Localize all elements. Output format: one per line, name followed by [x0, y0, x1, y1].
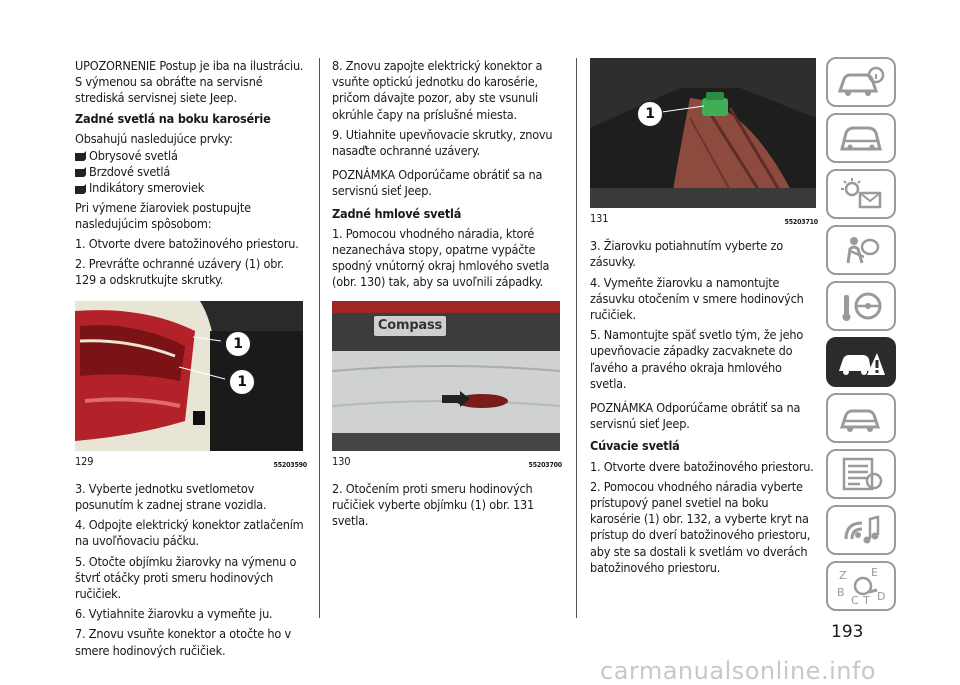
- warning-note: UPOZORNENIE Postup je iba na ilustráciu. S výmenou sa obráťte na servisné strediská servisnej siete Jeep.: [75, 58, 304, 106]
- step: 4. Vymeňte žiarovku a namontujte zásuvku otočením v smere hodinových ručičiek.: [590, 274, 804, 323]
- tab-car-front[interactable]: [826, 113, 896, 163]
- airbag-safety-icon: [836, 233, 886, 267]
- section-heading-reverse-lights: Cúvacie svetlá: [590, 438, 680, 454]
- tab-lights-messages[interactable]: [826, 169, 896, 219]
- step: 6. Vytiahnite žiarovku a vymeňte ju.: [75, 606, 273, 622]
- tab-in-emergency[interactable]: [826, 337, 896, 387]
- list-item: Brzdové svetlá: [75, 164, 307, 180]
- column-divider: [576, 58, 577, 618]
- step: 2. Prevráťte ochranné uzávery (1) obr. 129 a odskrutkujte skrutky.: [75, 256, 284, 288]
- chapter-tabs: [826, 57, 898, 617]
- contains-intro: Obsahujú nasledujúce prvky:: [75, 130, 233, 146]
- bullet-box-icon: [75, 151, 86, 161]
- figure-130-photo: [332, 301, 560, 451]
- alphabetical-index-icon: [833, 566, 889, 606]
- car-front-icon: [836, 121, 886, 155]
- step: 4. Odpojte elektrický konektor zatlačením na uvoľňovaciu páčku.: [75, 517, 304, 549]
- step: 5. Otočte objímku žiarovky na výmenu o štvrť otáčky proti smeru hodinových ručičiek.: [75, 553, 297, 602]
- tab-technical-specifications[interactable]: [826, 449, 896, 499]
- tab-car-info[interactable]: [826, 57, 896, 107]
- column-divider: [319, 58, 320, 618]
- car-service-icon: [836, 401, 886, 435]
- figure-131-photo: [590, 58, 816, 208]
- figure-number: 130: [332, 454, 351, 468]
- figure-code: 55203590: [273, 460, 307, 469]
- figure-code: 55203700: [528, 460, 562, 469]
- tail-light-illustration: [75, 301, 303, 451]
- car-info-icon: [836, 65, 886, 99]
- index-letter: D: [877, 590, 886, 603]
- callout-1: 1: [637, 101, 663, 127]
- step: 1. Pomocou vhodného náradia, ktoré nezanecháva stopy, opatrne vypáčte spodný vnútorný okraj hmlového svetla (obr. 130) tak, aby sa uvoľnili západky.: [332, 225, 550, 290]
- breakdown-warning-icon: [835, 345, 887, 379]
- figure-129-photo: [75, 301, 303, 451]
- procedure-intro: Pri výmene žiaroviek postupujte nasledujúcim spôsobom:: [75, 199, 251, 231]
- section-heading-rear-lights: Zadné svetlá na boku karosérie: [75, 110, 271, 126]
- figure-number: 129: [75, 454, 94, 468]
- figure-caption: [75, 454, 307, 473]
- step: 2. Otočením proti smeru hodinových ručičiek vyberte objímku (1) obr. 131 svetla.: [332, 480, 535, 529]
- note: POZNÁMKA Odporúčame obrátiť sa na servisnú sieť Jeep.: [332, 167, 543, 199]
- step: 5. Namontujte späť svetlo tým, že jeho upevňovacie západky zacvaknete do ľavého a pravého okraja hmlového svetla.: [590, 327, 804, 391]
- lights-message-icon: [836, 177, 886, 211]
- step: 3. Vyberte jednotku svetlometov posunutím k zadnej strane vozidla.: [75, 480, 267, 513]
- multimedia-icon: [836, 513, 886, 547]
- watermark: carmanualsonline.info: [600, 657, 877, 685]
- step: 9. Utiahnite upevňovacie skrutky, znovu nasaďte ochranné uzávery.: [332, 126, 553, 159]
- tab-multimedia[interactable]: [826, 505, 896, 555]
- compass-badge-text: Compass: [377, 317, 443, 333]
- bullet-box-icon: [75, 184, 86, 194]
- note: POZNÁMKA Odporúčame obrátiť sa na servisnú sieť Jeep.: [590, 400, 801, 432]
- list-item: Indikátory smeroviek: [75, 180, 307, 196]
- tab-safety[interactable]: [826, 225, 896, 275]
- step: 8. Znovu zapojte elektrický konektor a vsuňte optickú jednotku do karosérie, pričom dávajte pozor, aby ste vsunuli okrúhle čapy na príslušné miesta.: [332, 58, 543, 122]
- step: 1. Otvorte dvere batožinového priestoru.: [590, 458, 814, 474]
- bullet-box-icon: [75, 167, 86, 177]
- figure-caption: [590, 211, 818, 230]
- index-letter: T: [863, 594, 870, 606]
- list-item: Obrysové svetlá: [75, 148, 307, 164]
- tab-servicing[interactable]: [826, 393, 896, 443]
- figure-caption: [332, 454, 562, 473]
- step: 3. Žiarovku potiahnutím vyberte zo zásuvky.: [590, 238, 783, 270]
- step: 1. Otvorte dvere batožinového priestoru.: [75, 236, 299, 252]
- tab-starting-driving[interactable]: [826, 281, 896, 331]
- steering-key-icon: [836, 289, 886, 323]
- specifications-list-icon: [836, 457, 886, 491]
- column-middle: [332, 58, 562, 533]
- step: 2. Pomocou vhodného náradia vyberte prístupový panel svetiel na boku karosérie (1) obr. 132, a vyberte kryt na prístup do dverí batožinového priestoru, aby ste sa dostali k svetlám vo dverách batožinového priestoru.: [590, 478, 811, 575]
- page-number: 193: [831, 622, 864, 642]
- compass-badge: [374, 316, 446, 336]
- callout-1: 1: [229, 369, 255, 395]
- index-letter: C: [851, 594, 859, 606]
- figure-code: 55203710: [784, 218, 818, 226]
- bullet-list: [75, 148, 307, 197]
- step: 7. Znovu vsuňte konektor a otočte ho v smere hodinových ručičiek.: [75, 626, 292, 658]
- tab-alphabetical-index[interactable]: [826, 561, 896, 611]
- figure-number: 131: [590, 212, 609, 225]
- index-letter: B: [837, 586, 845, 599]
- index-letter: Z: [839, 569, 847, 582]
- column-left: [75, 58, 307, 663]
- column-right: [590, 58, 818, 580]
- fog-light-socket-illustration: [590, 58, 816, 208]
- callout-1: 1: [225, 331, 251, 357]
- index-letter: E: [871, 566, 878, 579]
- rear-bumper-illustration: [332, 301, 560, 451]
- section-heading-fog-lights: Zadné hmlové svetlá: [332, 205, 462, 221]
